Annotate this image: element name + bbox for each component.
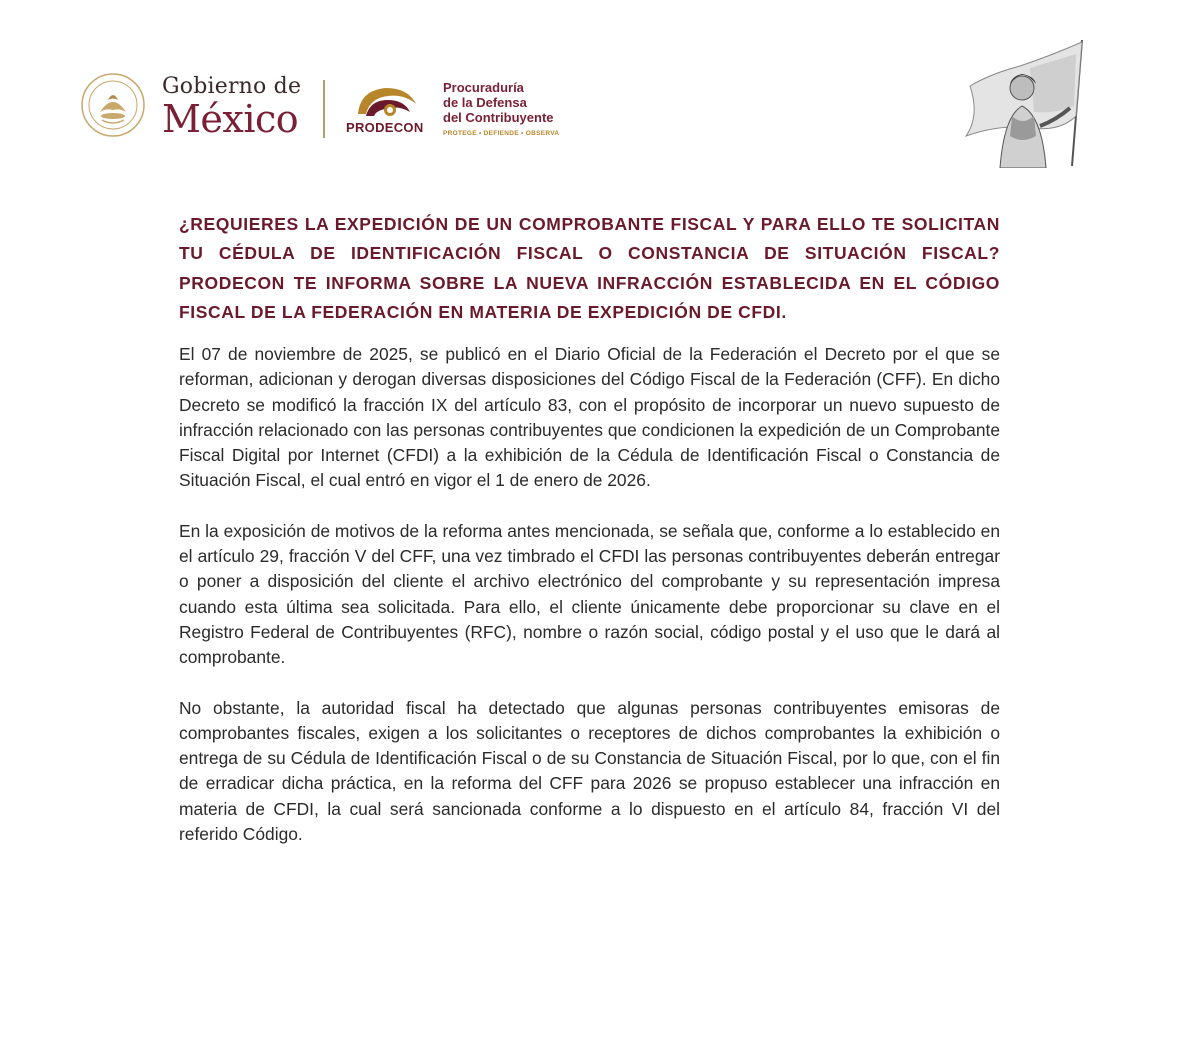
- procuraduria-line-2: de la Defensa: [443, 95, 527, 110]
- procuraduria-name: [443, 80, 559, 141]
- paragraph-2: En la exposición de motivos de la reforma antes mencionada, se señala que, conforme a lo establecido en el artículo 29, fracción V del CFF, una vez timbrado el CFDI las personas contribuyentes deberán entregar o poner a disposición del cliente el archivo electrónico del comprobante y su representación impresa cuando esta última sea solicitada. Para ello, el cliente únicamente debe proporcionar su clave en el Registro Federal de Contribuyentes (RFC), nombre o razón social, código postal y el uso que le dará al comprobante.: [179, 520, 1000, 668]
- gobierno-de-mexico-logo: [162, 74, 302, 141]
- government-line-2: México: [162, 97, 299, 141]
- heroine-with-flag-illustration: [960, 36, 1090, 168]
- procuraduria-line-1: Procuraduría: [443, 80, 524, 95]
- mexico-coat-of-arms-seal: [80, 72, 146, 138]
- paragraph-3: No obstante, la autoridad fiscal ha detectado que algunas personas contribuyentes emisoras de comprobantes fiscales, exigen a los solicitantes o receptores de dichos comprobantes la exhibición o entrega de su Cédula de Identificación Fiscal o de su Constancia de Situación Fiscal, por lo que, con el fin de erradicar dicha práctica, en la reforma del CFF para 2026 se propuso establecer una infracción en materia de CFDI, la cual será sancionada conforme a lo dispuesto en el artículo 84, fracción VI del referido Código.: [179, 697, 1000, 845]
- document-title: ¿REQUIERES LA EXPEDICIÓN DE UN COMPROBANTE FISCAL Y PARA ELLO TE SOLICITAN TU CÉDULA DE IDENTIFICACIÓN FISCAL O CONSTANCIA DE SITUACIÓN FISCAL? PRODECON TE INFORMA SOBRE LA NUEVA INFRACCIÓN ESTABLECIDA EN EL CÓDIGO FISCAL DE LA FEDERACIÓN EN MATERIA DE EXPEDICIÓN DE CFDI.: [179, 214, 1000, 322]
- document-body: [179, 342, 1000, 872]
- government-line-1: Gobierno de: [162, 74, 302, 99]
- document-header: [0, 0, 1179, 180]
- prodecon-tagline: PROTEGE • DEFIENDE • OBSERVA: [443, 130, 560, 137]
- logo-divider: [323, 80, 325, 138]
- procuraduria-line-3: del Contribuyente: [443, 110, 554, 125]
- prodecon-wordmark: PRODECON: [346, 120, 424, 135]
- paragraph-1: El 07 de noviembre de 2025, se publicó en el Diario Oficial de la Federación el Decreto por el que se reforman, adicionan y derogan diversas disposiciones del Código Fiscal de la Federación (CFF). En dicho Decreto se modificó la fracción IX del artículo 83, con el propósito de incorporar un nuevo supuesto de infracción relacionado con las personas contribuyentes que condicionen la expedición de un Comprobante Fiscal Digital por Internet (CFDI) a la exhibición de la Cédula de Identificación Fiscal o Constancia de Situación Fiscal, el cual entró en vigor el 1 de enero de 2026.: [179, 344, 1000, 491]
